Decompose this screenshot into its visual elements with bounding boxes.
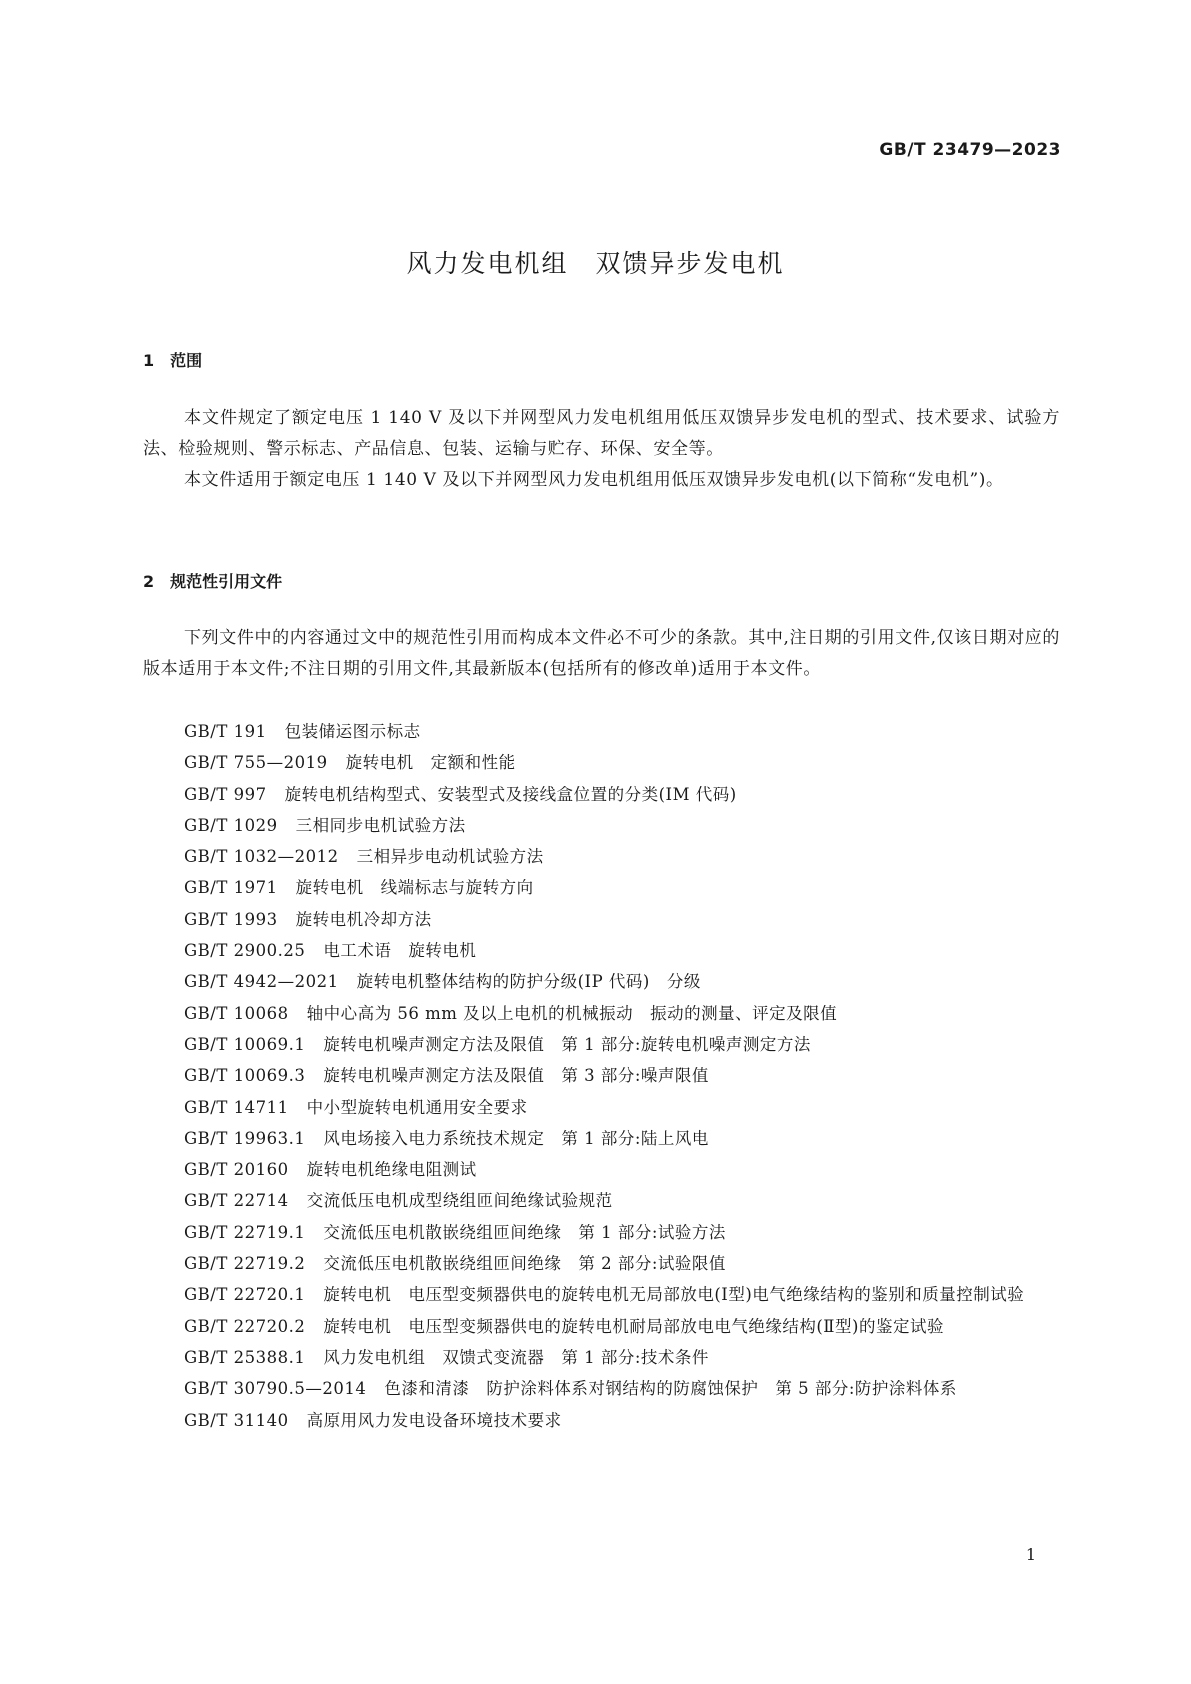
reference-item xyxy=(143,872,1060,903)
reference-title: 交流低压电机成型绕组匝间绝缘试验规范 xyxy=(306,1191,613,1211)
reference-title: 旋转电机绝缘电阻测试 xyxy=(306,1160,477,1180)
reference-title: 旋转电机 线端标志与旋转方向 xyxy=(295,878,534,898)
reference-title: 旋转电机冷却方法 xyxy=(295,909,432,929)
section-2-heading: 2 规范性引用文件 xyxy=(143,572,283,591)
reference-code: GB/T 22720.2 xyxy=(184,1316,306,1336)
reference-code: GB/T 755—2019 xyxy=(184,753,328,773)
reference-code: GB/T 1029 xyxy=(184,815,278,835)
reference-title: 旋转电机噪声测定方法及限值 第 1 部分:旋转电机噪声测定方法 xyxy=(323,1034,811,1054)
reference-title: 风力发电机组 双馈式变流器 第 1 部分:技术条件 xyxy=(323,1347,709,1367)
reference-title: 旋转电机噪声测定方法及限值 第 3 部分:噪声限值 xyxy=(323,1066,709,1086)
references-intro: 下列文件中的内容通过文中的规范性引用而构成本文件必不可少的条款。其中,注日期的引用文件,仅该日期对应的版本适用于本文件;不注日期的引用文件,其最新版本(包括所有的修改单)适用于本文件。 xyxy=(143,628,1060,679)
reference-item xyxy=(143,1248,1060,1279)
reference-code: GB/T 10068 xyxy=(184,1003,289,1023)
section-1-heading: 1 范围 xyxy=(143,351,203,370)
reference-code: GB/T 19963.1 xyxy=(184,1128,306,1148)
reference-title: 三相异步电动机试验方法 xyxy=(356,847,544,867)
reference-code: GB/T 22720.1 xyxy=(184,1285,306,1305)
reference-code: GB/T 14711 xyxy=(184,1097,289,1117)
reference-title: 旋转电机 定额和性能 xyxy=(345,753,516,773)
reference-list xyxy=(143,716,1060,1436)
reference-item xyxy=(143,779,1060,810)
reference-code: GB/T 20160 xyxy=(184,1160,289,1180)
reference-item xyxy=(143,1029,1060,1060)
reference-title: 电工术语 旋转电机 xyxy=(323,941,477,961)
reference-title: 交流低压电机散嵌绕组匝间绝缘 第 1 部分:试验方法 xyxy=(323,1222,726,1242)
reference-code: GB/T 22719.2 xyxy=(184,1254,306,1274)
reference-code: GB/T 30790.5—2014 xyxy=(184,1379,367,1399)
page-number: 1 xyxy=(1025,1545,1036,1564)
reference-title: 包装储运图示标志 xyxy=(284,722,421,741)
reference-title: 高原用风力发电设备环境技术要求 xyxy=(306,1410,562,1430)
reference-code: GB/T 22714 xyxy=(184,1191,289,1211)
reference-item xyxy=(143,716,1060,747)
standard-code: GB/T 23479—2023 xyxy=(879,140,1061,160)
reference-title: 轴中心高为 56 mm 及以上电机的机械振动 振动的测量、评定及限值 xyxy=(306,1003,838,1023)
reference-code: GB/T 1971 xyxy=(184,878,278,898)
reference-title: 旋转电机 电压型变频器供电的旋转电机耐局部放电电气绝缘结构(Ⅱ型)的鉴定试验 xyxy=(323,1316,944,1336)
reference-item xyxy=(143,1092,1060,1123)
document-title: 风力发电机组 双馈异步发电机 xyxy=(406,249,785,278)
reference-title: 中小型旋转电机通用安全要求 xyxy=(306,1097,528,1117)
reference-code: GB/T 22719.1 xyxy=(184,1222,306,1242)
reference-item xyxy=(143,904,1060,935)
reference-item xyxy=(143,1154,1060,1185)
reference-code: GB/T 1032—2012 xyxy=(184,847,339,867)
reference-code: GB/T 997 xyxy=(184,784,267,804)
reference-code: GB/T 25388.1 xyxy=(184,1347,306,1367)
reference-code: GB/T 191 xyxy=(184,722,267,741)
reference-item xyxy=(143,966,1060,997)
reference-item xyxy=(143,1405,1060,1436)
reference-title: 交流低压电机散嵌绕组匝间绝缘 第 2 部分:试验限值 xyxy=(323,1254,726,1274)
reference-title: 旋转电机 电压型变频器供电的旋转电机无局部放电(Ⅰ型)电气绝缘结构的鉴别和质量控制试验 xyxy=(323,1285,1025,1305)
reference-item xyxy=(143,747,1060,778)
reference-title: 三相同步电机试验方法 xyxy=(295,815,466,835)
reference-item xyxy=(143,1311,1060,1342)
reference-code: GB/T 2900.25 xyxy=(184,941,306,961)
reference-item xyxy=(143,1060,1060,1091)
reference-item xyxy=(143,841,1060,872)
scope-paragraph-1: 本文件规定了额定电压 1 140 V 及以下并网型风力发电机组用低压双馈异步发电机的型式、技术要求、试验方法、检验规则、警示标志、产品信息、包装、运输与贮存、环保、安全等。 xyxy=(143,408,1060,459)
reference-title: 风电场接入电力系统技术规定 第 1 部分:陆上风电 xyxy=(323,1128,709,1148)
reference-code: GB/T 4942—2021 xyxy=(184,972,339,992)
reference-code: GB/T 31140 xyxy=(184,1410,289,1430)
reference-item xyxy=(143,810,1060,841)
reference-title: 旋转电机整体结构的防护分级(IP 代码) 分级 xyxy=(356,972,701,992)
reference-item xyxy=(143,1279,1060,1310)
reference-item xyxy=(143,935,1060,966)
reference-code: GB/T 10069.1 xyxy=(184,1034,306,1054)
reference-item xyxy=(143,1373,1060,1404)
reference-item xyxy=(143,1217,1060,1248)
reference-code: GB/T 1993 xyxy=(184,909,278,929)
reference-item xyxy=(143,1185,1060,1216)
reference-item xyxy=(143,1342,1060,1373)
reference-item xyxy=(143,1123,1060,1154)
reference-item xyxy=(143,998,1060,1029)
scope-paragraph-2: 本文件适用于额定电压 1 140 V 及以下并网型风力发电机组用低压双馈异步发电机(以下简称“发电机”)。 xyxy=(184,470,1004,490)
reference-code: GB/T 10069.3 xyxy=(184,1066,306,1086)
reference-title: 色漆和清漆 防护涂料体系对钢结构的防腐蚀保护 第 5 部分:防护涂料体系 xyxy=(384,1379,957,1399)
reference-title: 旋转电机结构型式、安装型式及接线盒位置的分类(IM 代码) xyxy=(284,784,737,804)
